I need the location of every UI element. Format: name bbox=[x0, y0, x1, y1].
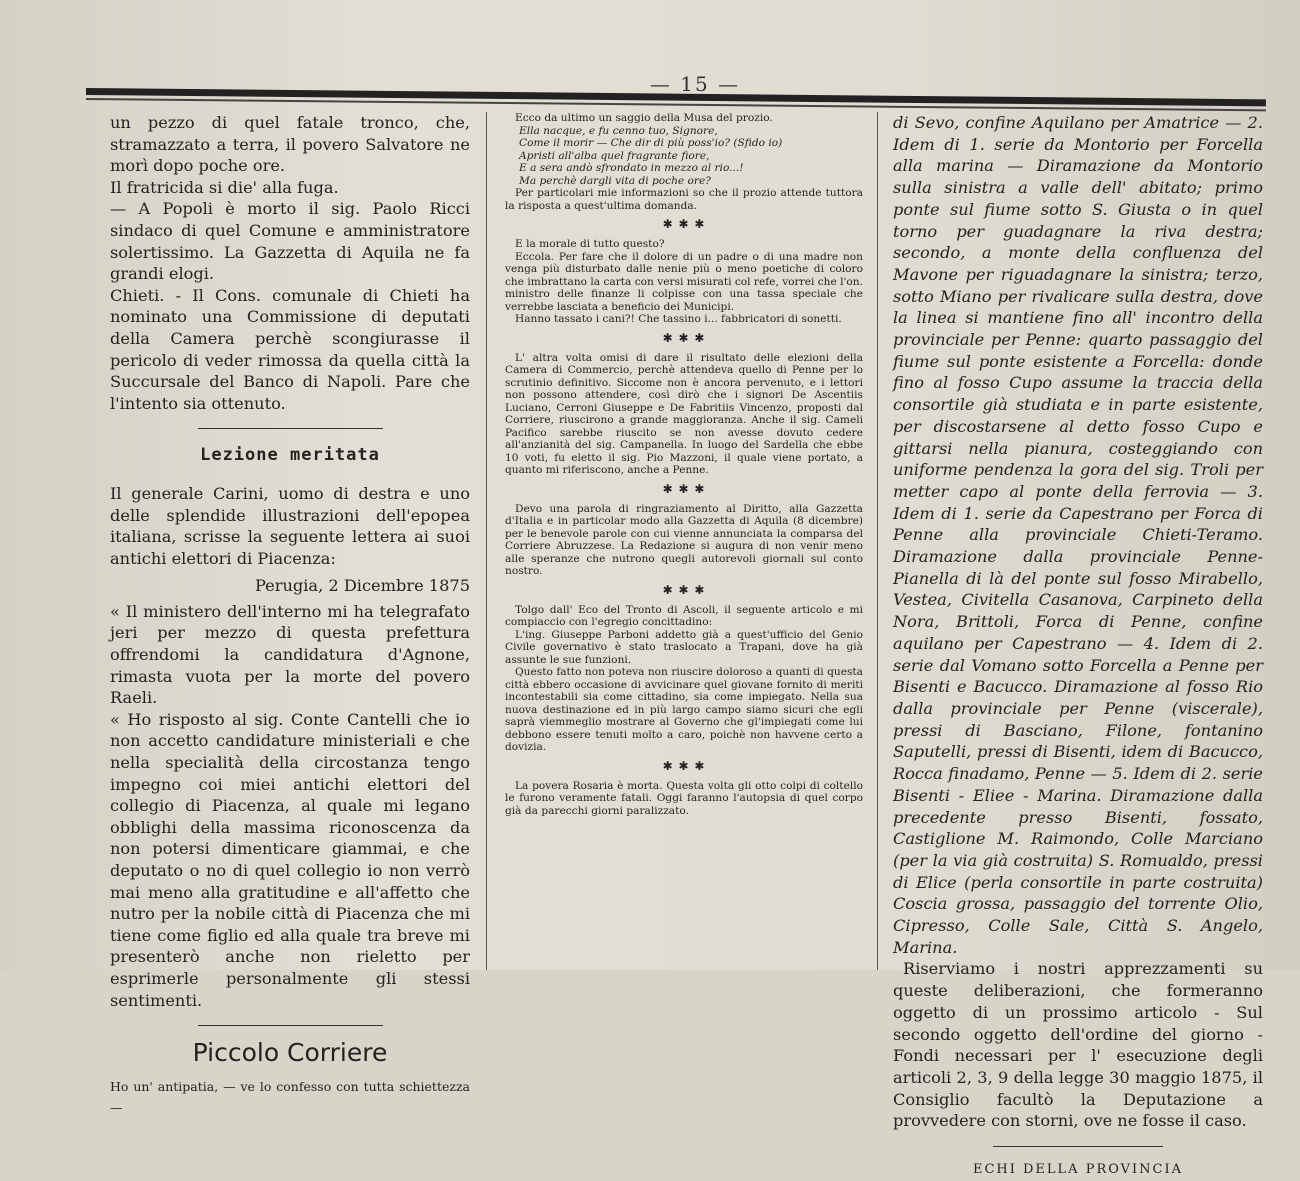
left-paragraph: Il generale Carini, uomo di destra e uno delle splendide illustrazioni dell'epopea italiana, scrisse la seguente lettera ai suoi antichi elettori di Piacenza: bbox=[110, 483, 470, 568]
left-paragraph: Ho un' antipatia, — ve lo confesso con tutta schiettezza — bbox=[110, 1078, 470, 1116]
left-paragraph: un pezzo di quel fatale tronco, che, stramazzato a terra, il povero Salvatore ne morì dopo poche ore. bbox=[110, 113, 470, 176]
verse-line: Apristi all'alba quel fragrante fiore, bbox=[519, 149, 710, 162]
left-paragraph: Chieti. - Il Cons. comunale di Chieti ha nominato una Commissione di deputati della Camera perchè scongiurasse il pericolo di veder rimossa da quella città la Succursale del Banco di Napoli. Pare che l'intento sia ottenuto. bbox=[110, 285, 470, 413]
mid-paragraph: Eccola. Per fare che il dolore di un padre o di una madre non venga più disturbato dalle nenie più o meno poetiche di coloro che imbrattano la carta con versi misurati col refe, vorrei che l'on. ministro delle finanze li colpisse con una tassa speciale che verrebbe lasciata a beneficio dei Municipi. bbox=[505, 250, 863, 313]
mid-paragraph: L' altra volta omisi di dare il risultato delle elezioni della Camera di Commercio, perchè attendeva quello di Penne per lo scrutinio definitivo. Siccome non è ancora pervenuto, e i lettori non possono attendere, così dirò che i signori De Ascentiis Luciano, Cerroni Giuseppe e De Fabritiis Vincenzo, proposti dal Corriere, riuscirono a grande maggioranza. Anche il sig. Cameli Pacifico sarebbe riuscito se non avesse dovuto cedere all'anzianità del sig. Campanella. In luogo del Sardella che ebbe 10 voti, fu eletto il sig. Pio Mazzoni, il quale viene portato, a quanto mi riferiscono, anche a Penne. bbox=[505, 351, 863, 476]
mid-paragraph: Per particolari mie informazioni so che il prozio attende tuttora la risposta a quest'ultima domanda. bbox=[505, 187, 863, 212]
column-divider-right bbox=[877, 112, 878, 970]
asterism: ✱ ✱ ✱ bbox=[662, 330, 706, 345]
next-section-heading: ECHI DELLA PROVINCIA bbox=[972, 1162, 1184, 1178]
dateline: Perugia, 2 Dicembre 1875 bbox=[254, 576, 470, 596]
verse-line: Come il morir — Che dir di più poss'io? (Sfido io) bbox=[519, 137, 783, 149]
left-column bbox=[110, 112, 470, 1116]
asterism: ✱ ✱ ✱ bbox=[662, 758, 706, 773]
mid-paragraph: Devo una parola di ringraziamento al Diritto, alla Gazzetta d'Italia e in particolar modo alla Gazzetta di Aquila (8 dicembre) per le benevole parole con cui vienne annunciata la comparsa del Corriere Abruzzese. La Redazione si augura di non venir meno alle speranze che nutrono quegli autorevoli giornali sul conto nostro. bbox=[505, 502, 863, 577]
section-title-large: Piccolo Corriere bbox=[192, 1038, 388, 1068]
column-divider-left bbox=[486, 112, 487, 970]
verse-line: Ella nacque, e fu cenno tuo, Signore, bbox=[519, 124, 718, 137]
letter-paragraph: « Il ministero dell'interno mi ha telegrafato jeri per mezzo di questa prefettura offrendomi la candidatura d'Agnone, rimasta vuota per la morte del povero Raeli. bbox=[110, 601, 470, 708]
mid-paragraph: Ecco da ultimo un saggio della Musa del prozio. bbox=[515, 112, 773, 124]
mid-paragraph: La povera Rosaria è morta. Questa volta gli otto colpi di coltello le furono veramente fatali. Oggi faranno l'autopsia di quel corpo già da parecchi giorni paralizzato. bbox=[505, 779, 863, 817]
letter-paragraph: « Ho risposto al sig. Conte Cantelli che io non accetto candidature ministeriali e che nella specialità della circostanza tengo impegno coi miei antichi elettori del collegio di Piacenza, al quale mi legano obblighi della massima riconoscenza da non potersi dimenticare giammai, e che deputato o no di quel collegio io non verrò mai meno alla gratitudine e all'affetto che nutro per la nobile città di Piacenza che mi tiene come figlio ed alla quale tra breve mi presenterò anche non rieletto per esprimerle personalmente gli stessi sentimenti. bbox=[110, 709, 470, 1010]
left-paragraph: Il fratricida si die' alla fuga. bbox=[110, 177, 339, 197]
verse-line: E a sera andò sfrondato in mezzo al rio...! bbox=[519, 162, 744, 174]
asterism: ✱ ✱ ✱ bbox=[662, 582, 706, 597]
section-separator bbox=[198, 1025, 383, 1026]
mid-paragraph: L'ing. Giuseppe Parboni addetto già a quest'ufficio del Genio Civile governativo è stato traslocato a Trapani, dove ha già assunte le sue funzioni. bbox=[505, 628, 863, 666]
mid-paragraph: Hanno tassato i cani?! Che tassino i... fabbricatori di sonetti. bbox=[515, 313, 842, 325]
section-separator bbox=[993, 1146, 1163, 1147]
right-paragraph: Riserviamo i nostri apprezzamenti su queste deliberazioni, che formeranno oggetto di un prossimo articolo - Sul secondo oggetto dell'ordine del giorno - Fondi necessari per l' esecuzione degli articoli 2, 3, 9 della legge 30 maggio 1875, il Consiglio facultò la Deputazione a provvedere con storni, ove ne fosse il caso. bbox=[893, 959, 1263, 1131]
mid-paragraph: E la morale di tutto questo? bbox=[515, 238, 665, 250]
right-paragraph: di Sevo, confine Aquilano per Amatrice — 2. Idem di 1. serie da Montorio per Forcella alla marina — Diramazione da Montorio sulla sinistra a valle dell' abitato; primo ponte sul fiume sotto S. Giusta o in quel torno per guadagnare la riva destra; secondo, a monte della confluenza del Mavone per riguadagnare la sinistra; terzo, sotto Miano per rivalicare sulla destra, dove la linea si mantiene fino all' incontro della provinciale per Penne: quarto passaggio del fiume sul ponte esistente a Forcella: donde fino al fosso Cupo assume la traccia della consortile già studiata e in parte esistente, per discostarsene al detto fosso Cupo e gittarsi nella pianura, costeggiando con uniforme pendenza la gora del sig. Troli per metter capo al ponte della ferrovia — 3. Idem di 1. serie da Capestrano per Forca di Penne alla provinciale Chieti-Teramo. Diramazione dalla provinciale Penne-Pianella di là del ponte sul fosso Mirabello, Vestea, Civitella Casanova, Carpineto della Nora, Brittoli, Forca di Penne, confine aquilano per Capestrano — 4. Idem di 2. serie dal Vomano sotto Forcella a Penne per Bisenti e Bacucco. Diramazione al fosso Rio dalla provinciale per Penne (viscerale), pressi di Basciano, Filone, fontanino Saputelli, pressi di Bisenti, idem di Bacucco, Rocca finadamo, Penne — 5. Idem di 2. serie Bisenti - Eliee - Marina. Diramazione dalla precedente presso Bisenti, fossato, Castiglione M. Raimondo, Colle Marciano (per la via già costruita) S. Romualdo, pressi di Elice (perla consortile in parte costruita) Coscia grossa, passaggio del torrente Olio, Cipresso, Colle Sale, Città S. Angelo, Marina. bbox=[893, 113, 1263, 957]
mid-paragraph: Questo fatto non poteva non riuscire doloroso a quanti di questa città ebbero occasione di avvicinare quel giovane fornito di meriti incontestabili sia come cittadino, sia come impiegato. Nella sua nuova destinazione ed in più largo campo siamo sicuri che egli saprà viemmeglio mostrare al Governo che gl'impiegati come lui debbono essere tenuti molto a caro, poichè non havvene certo a dovizia. bbox=[505, 666, 863, 753]
left-paragraph: — A Popoli è morto il sig. Paolo Ricci sindaco di quel Comune e amministratore solertissimo. La Gazzetta di Aquila ne fa grandi elogi. bbox=[110, 199, 470, 284]
asterism: ✱ ✱ ✱ bbox=[662, 481, 706, 496]
mid-paragraph: Tolgo dall' Eco del Tronto di Ascoli, il seguente articolo e mi compiaccio con l'egregio concittadino: bbox=[505, 603, 863, 628]
asterism: ✱ ✱ ✱ bbox=[662, 217, 706, 231]
section-separator bbox=[198, 428, 383, 429]
middle-column bbox=[505, 112, 863, 970]
section-title: Lezione meritata bbox=[200, 445, 380, 466]
verse-line: Ma perchè dargli vita di poche ore? bbox=[519, 174, 711, 187]
page-number: — 15 — bbox=[649, 72, 741, 96]
right-column bbox=[893, 112, 1263, 1178]
